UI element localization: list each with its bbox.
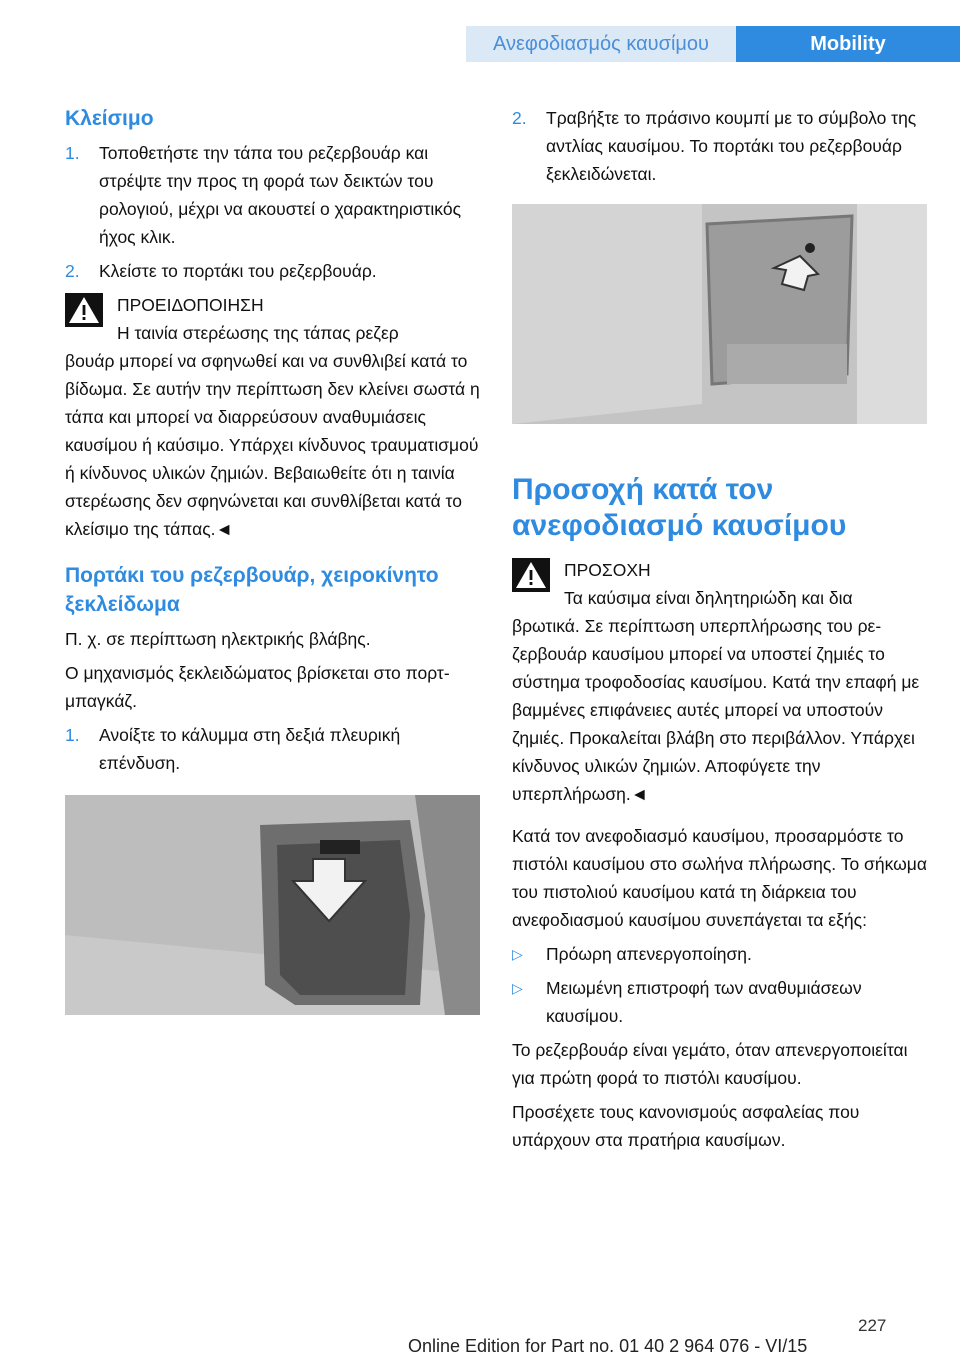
step-number: 1.: [65, 143, 80, 163]
page-number: 227: [858, 1316, 887, 1335]
paragraph: Κατά τον ανεφοδιασμό καυσίμου, προσαρμόστε το πιστόλι καυσίμου στο σωλήνα πλήρωσης. Το σήκωμα του πιστολιού καυσίμου κατά τη διάρκεια του ανεφοδιασμού καυσίμου συνεπάγεται τα εξής:: [512, 826, 927, 930]
release-mechanism-illustration: [512, 204, 927, 424]
left-column: [65, 104, 480, 1035]
warning-text: βουάρ μπορεί να σφηνωθεί και να συνθλιβεί κατά το βίδωμα. Σε αυτήν την περίπτωση δεν κλείνει σωστά η τάπα και μπορεί να διαρρεύσουν αναθυμιάσεις καυσίμου ή καύσιμο. Υπάρχει κίνδυνος τραυματισμού ή κίνδυνος υλικών ζημιών. Βεβαιωθείτε ότι η ταινία στερέωσης δεν σφηνώνεται και συνθλίβεται κατά το κλείσιμο της τάπας.◄: [65, 351, 480, 539]
caution-title: ΠΡΟΣΟΧΗ: [564, 560, 651, 580]
warning-icon: [65, 293, 103, 327]
step-text: Ανοίξτε το κάλυμμα στη δεξιά πλευρική επένδυση.: [99, 725, 401, 773]
manual-steps: [65, 721, 480, 777]
warning-box: [65, 291, 480, 543]
release-button-photo: [512, 204, 927, 424]
list-item: [512, 104, 927, 188]
warning-first-line: Η ταινία στερέωσης της τάπας ρεζερ: [117, 323, 399, 343]
trunk-side-trim-illustration: [65, 795, 480, 1015]
step-text: Κλείστε το πορτάκι του ρεζερβουάρ.: [99, 261, 377, 281]
header-chapter-title: Mobility: [736, 26, 960, 62]
list-item: [65, 139, 480, 251]
paragraph: Ο μηχανισμός ξεκλειδώματος βρίσκεται στο πορτ-μπαγκάζ.: [65, 663, 450, 711]
step-text: Τοποθετήστε την τάπα του ρεζερβουάρ και στρέψτε την προς τη φορά των δεικτών του ρολογιού, μέχρι να ακουστεί ο χαρακτηριστικός ήχος κλικ.: [99, 143, 462, 247]
list-item: [65, 257, 480, 285]
paragraph: Π. χ. σε περίπτωση ηλεκτρικής βλάβης.: [65, 629, 371, 649]
warning-title: ΠΡΟΕΙΔΟΠΟΙΗΣΗ: [117, 295, 264, 315]
caution-first-line: Τα καύσιμα είναι δηλητηριώδη και δια: [564, 588, 853, 608]
page-header: [0, 0, 960, 64]
list-item: [65, 721, 480, 777]
trim-cover-photo: [65, 795, 480, 1015]
list-item: [512, 940, 927, 968]
right-column: [512, 104, 927, 1160]
step-number: 2.: [512, 108, 527, 128]
caution-icon: [512, 558, 550, 592]
heading-closing: Κλείσιμο: [65, 107, 154, 130]
header-section-title: Ανεφοδιασμός καυσίμου: [466, 26, 736, 62]
caution-text: βρωτικά. Σε περίπτωση υπερπλήρωσης του ρεζερβουάρ καυσίμου μπορεί να υποστεί ζημιές το σύστημα τροφοδοσίας καυσίμου. Κατά την επαφή με βαμμένες επιφάνειες αυτές μπορεί να υποστούν ζημιές. Προκαλείται βλάβη στο περιβάλλον. Υπάρχει κίνδυνος υλικών ζημιών. Αποφύγετε την υπερπλήρωση.◄: [512, 616, 920, 804]
heading-manual-unlock: Πορτάκι του ρεζερβουάρ, χειροκίνητο ξεκλείδωμα: [65, 564, 439, 616]
list-item: [512, 974, 927, 1030]
closing-steps: [65, 139, 480, 285]
caution-box: [512, 556, 927, 808]
heading-refuel-care: Προσοχή κατά τον ανεφοδιασμό καυσίμου: [512, 473, 847, 542]
bullet-text: Μειωμένη επιστροφή των αναθυμιάσεων καυσίμου.: [546, 978, 862, 1026]
bullet-text: Πρόωρη απενεργοποίηση.: [546, 944, 752, 964]
unlock-steps: [512, 104, 927, 188]
bullet-triangle-icon: ▷: [512, 946, 523, 962]
step-number: 1.: [65, 725, 80, 745]
bullet-triangle-icon: ▷: [512, 980, 523, 996]
edition-note: Online Edition for Part no. 01 40 2 964 076 - VI/15: [408, 1336, 808, 1356]
step-text: Τραβήξτε το πράσινο κουμπί με το σύμβολο της αντλίας καυσίμου. Το πορτάκι του ρεζερβουάρ ξεκλειδώνεται.: [546, 108, 917, 184]
paragraph: Το ρεζερβουάρ είναι γεμάτο, όταν απενεργοποιείται για πρώτη φορά το πιστόλι καυσίμου.: [512, 1040, 908, 1088]
paragraph: Προσέχετε τους κανονισμούς ασφαλείας που υπάρχουν στα πρατήρια καυσίμων.: [512, 1102, 860, 1150]
effects-list: [512, 940, 927, 1030]
step-number: 2.: [65, 261, 80, 281]
